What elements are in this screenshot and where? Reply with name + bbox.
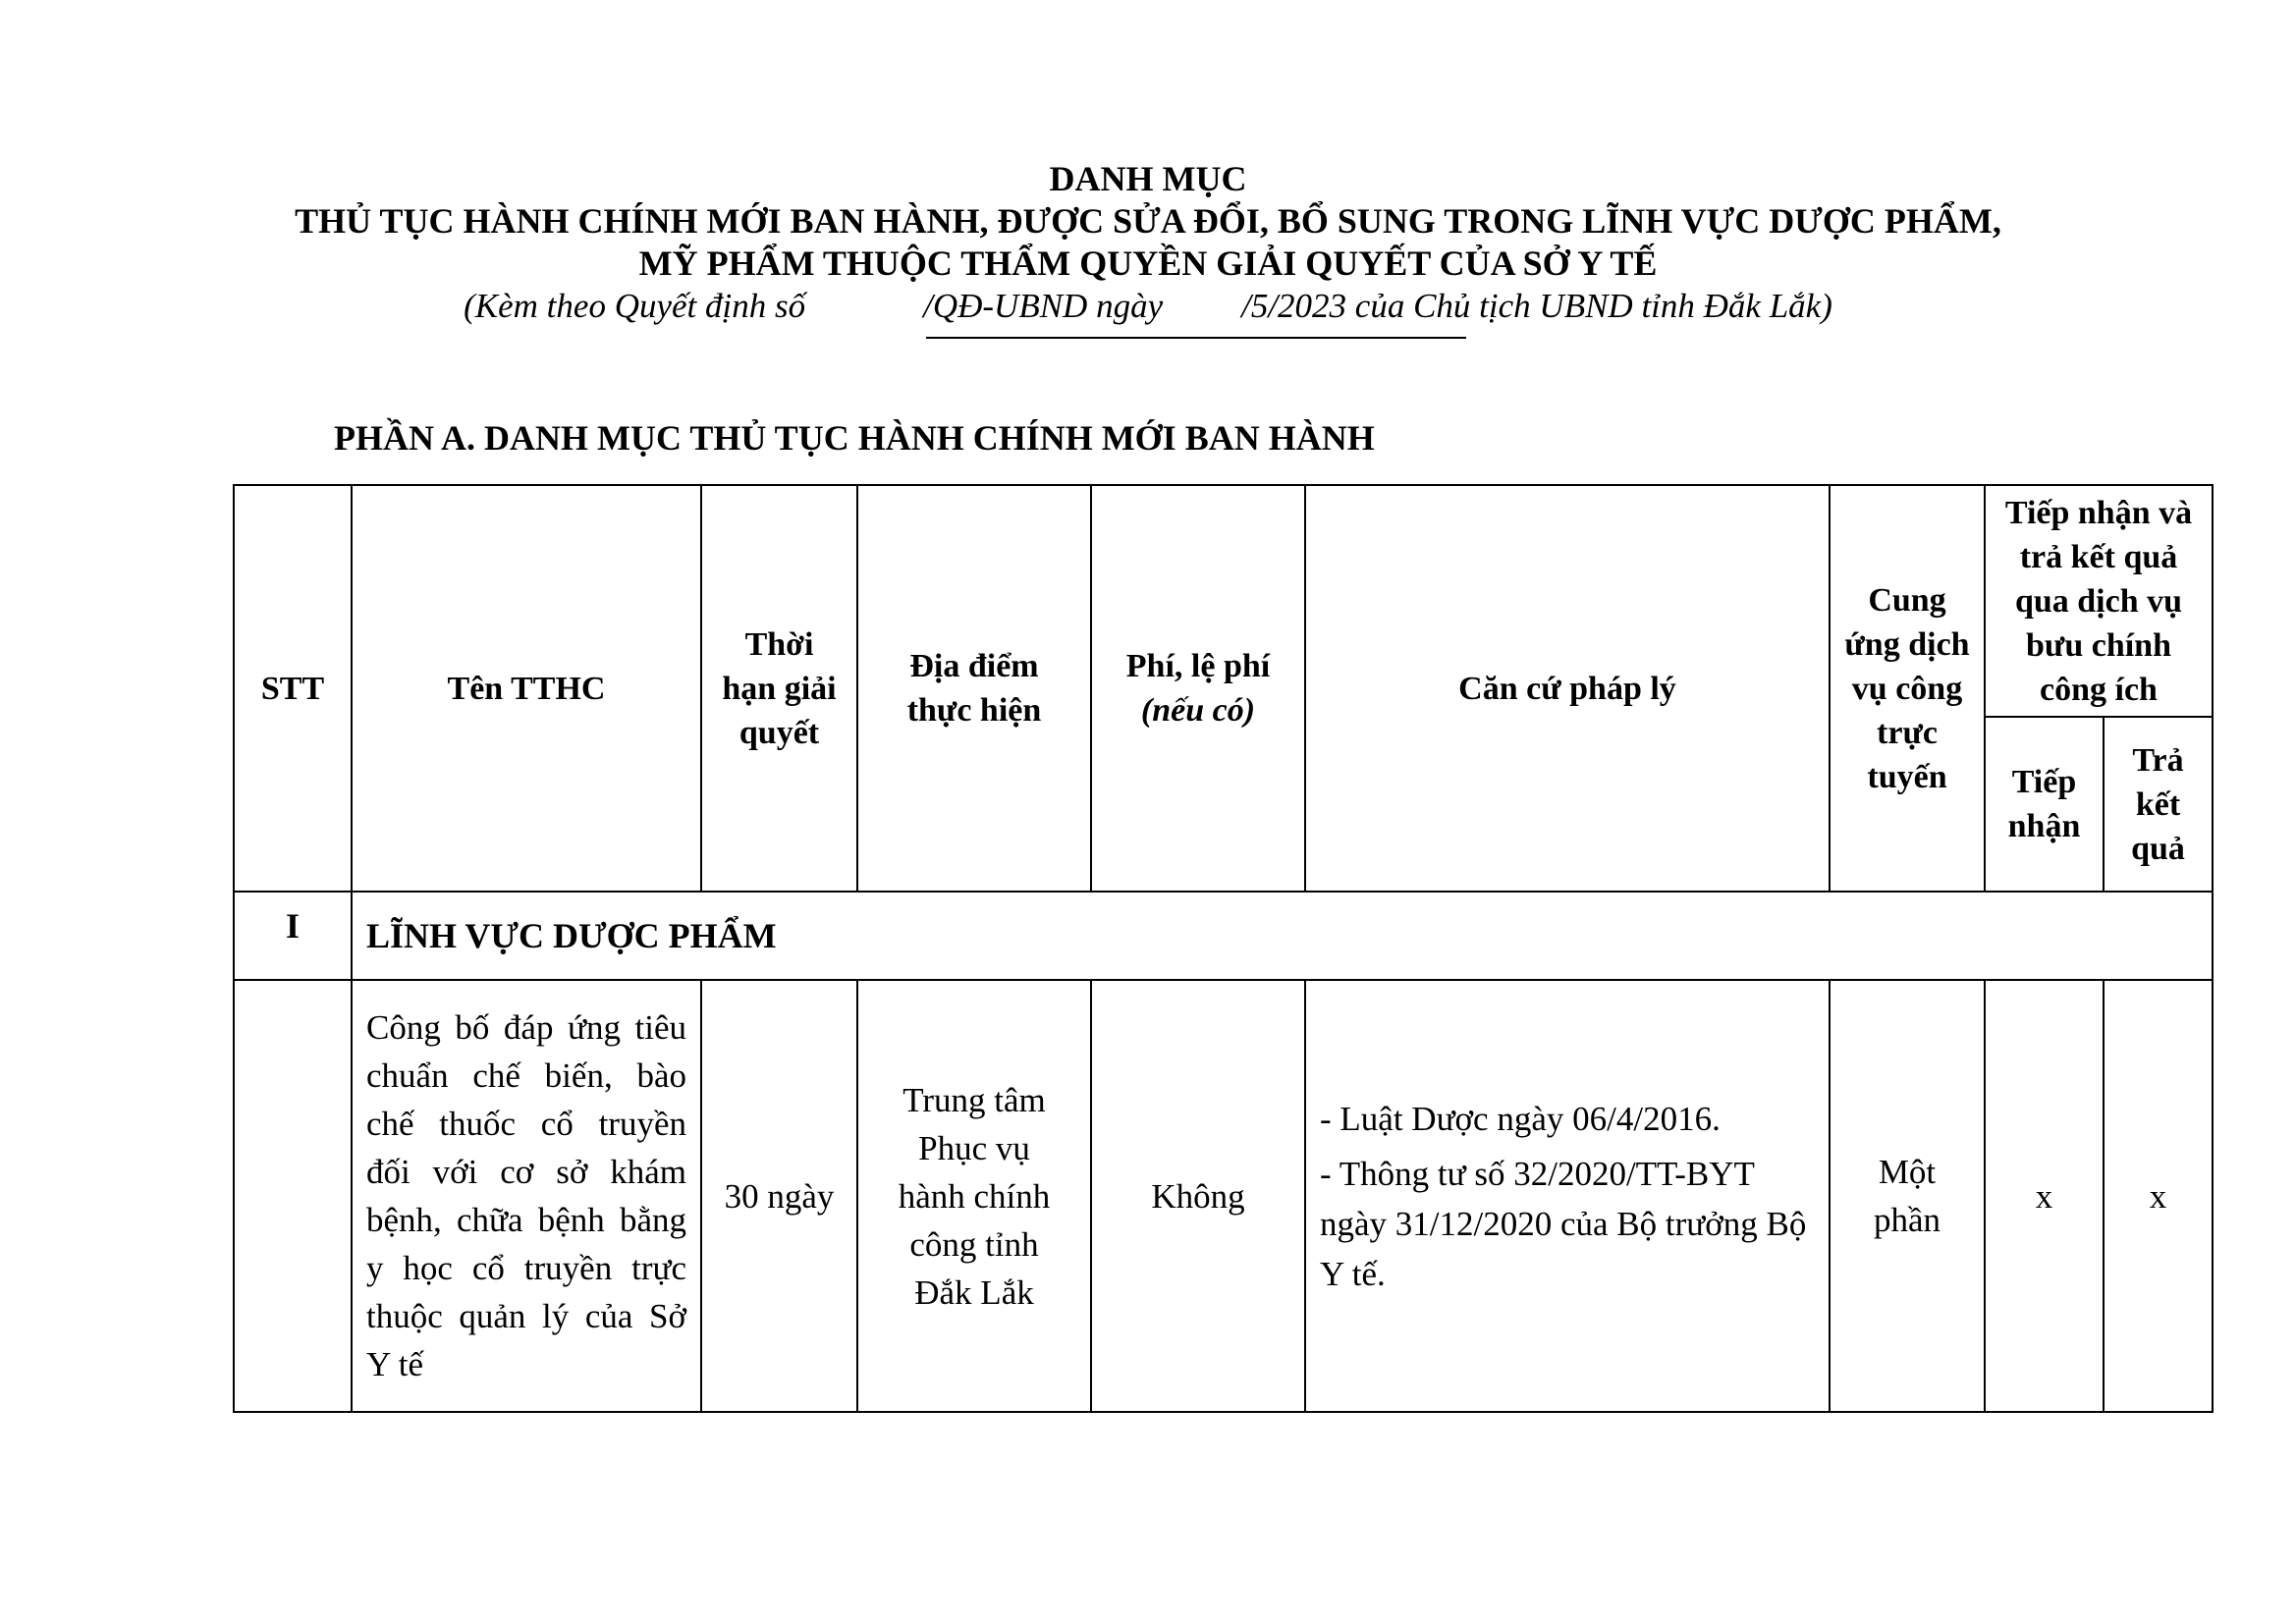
document-title: DANH MỤC (1049, 159, 1247, 198)
title-underline (926, 337, 1466, 339)
row-stt (234, 980, 352, 1412)
row-tra-ket-qua: x (2104, 980, 2213, 1412)
group-label: LĨNH VỰC DƯỢC PHẨM (352, 892, 2213, 980)
legal-basis-item: - Luật Dược ngày 06/4/2016. (1320, 1099, 1721, 1138)
subtitle-part-1: (Kèm theo Quyết định số (464, 287, 806, 325)
table-row (234, 980, 2213, 1412)
row-thoi-han: 30 ngày (701, 980, 857, 1412)
header-thoi-han: Thời hạn giải quyết (701, 485, 857, 892)
header-cung-ung: Cung ứng dịch vụ công trực tuyến (1830, 485, 1985, 892)
header-phi-label: Phí, lệ phí (1125, 648, 1271, 684)
row-dia-diem: Trung tâm Phục vụ hành chính công tỉnh Đắk Lắk (857, 980, 1091, 1412)
group-number: I (234, 892, 352, 980)
header-tiep-nhan: Tiếp nhận (1985, 717, 2104, 892)
header-dia-diem: Địa điểm thực hiện (857, 485, 1091, 892)
header-stt: STT (234, 485, 352, 892)
row-can-cu (1305, 980, 1830, 1412)
header-phi-note: (nếu có) (1140, 692, 1256, 729)
row-tiep-nhan: x (1985, 980, 2104, 1412)
subtitle-part-3: /5/2023 của Chủ tịch UBND tỉnh Đắk Lắk) (1241, 287, 1832, 325)
row-cung-ung: Một phần (1830, 980, 1985, 1412)
section-title: PHẦN A. DANH MỤC THỦ TỤC HÀNH CHÍNH MỚI BAN HÀNH (334, 418, 1375, 458)
header-tiep-nhan-group: Tiếp nhận và trả kết quả qua dịch vụ bưu chính công ích (1985, 485, 2213, 717)
document-subtitle (0, 285, 2296, 328)
group-row (234, 892, 2213, 980)
header-tra-ket-qua: Trả kết quả (2104, 717, 2213, 892)
legal-basis-item: - Thông tư số 32/2020/TT-BYT ngày 31/12/2020 của Bộ trưởng Bộ Y tế. (1320, 1154, 1807, 1293)
header-can-cu: Căn cứ pháp lý (1305, 485, 1830, 892)
procedure-table (233, 484, 2214, 1413)
row-ten-tthc: Công bố đáp ứng tiêu chuẩn chế biến, bào chế thuốc cổ truyền đối với cơ sở khám bệnh, chữa bệnh bằng y học cổ truyền trực thuộc quản lý của Sở Y tế (352, 980, 701, 1412)
subtitle-part-2: /QĐ-UBND ngày (923, 287, 1164, 325)
header-phi (1091, 485, 1305, 892)
row-phi: Không (1091, 980, 1305, 1412)
document-title-line-2: THỦ TỤC HÀNH CHÍNH MỚI BAN HÀNH, ĐƯỢC SỬA ĐỔI, BỔ SUNG TRONG LĨNH VỰC DƯỢC PHẨM, (295, 201, 2001, 241)
document-header (0, 157, 2296, 328)
document-title-line-3: MỸ PHẨM THUỘC THẨM QUYỀN GIẢI QUYẾT CỦA SỞ Y TẾ (638, 244, 1658, 283)
header-ten-tthc: Tên TTHC (352, 485, 701, 892)
